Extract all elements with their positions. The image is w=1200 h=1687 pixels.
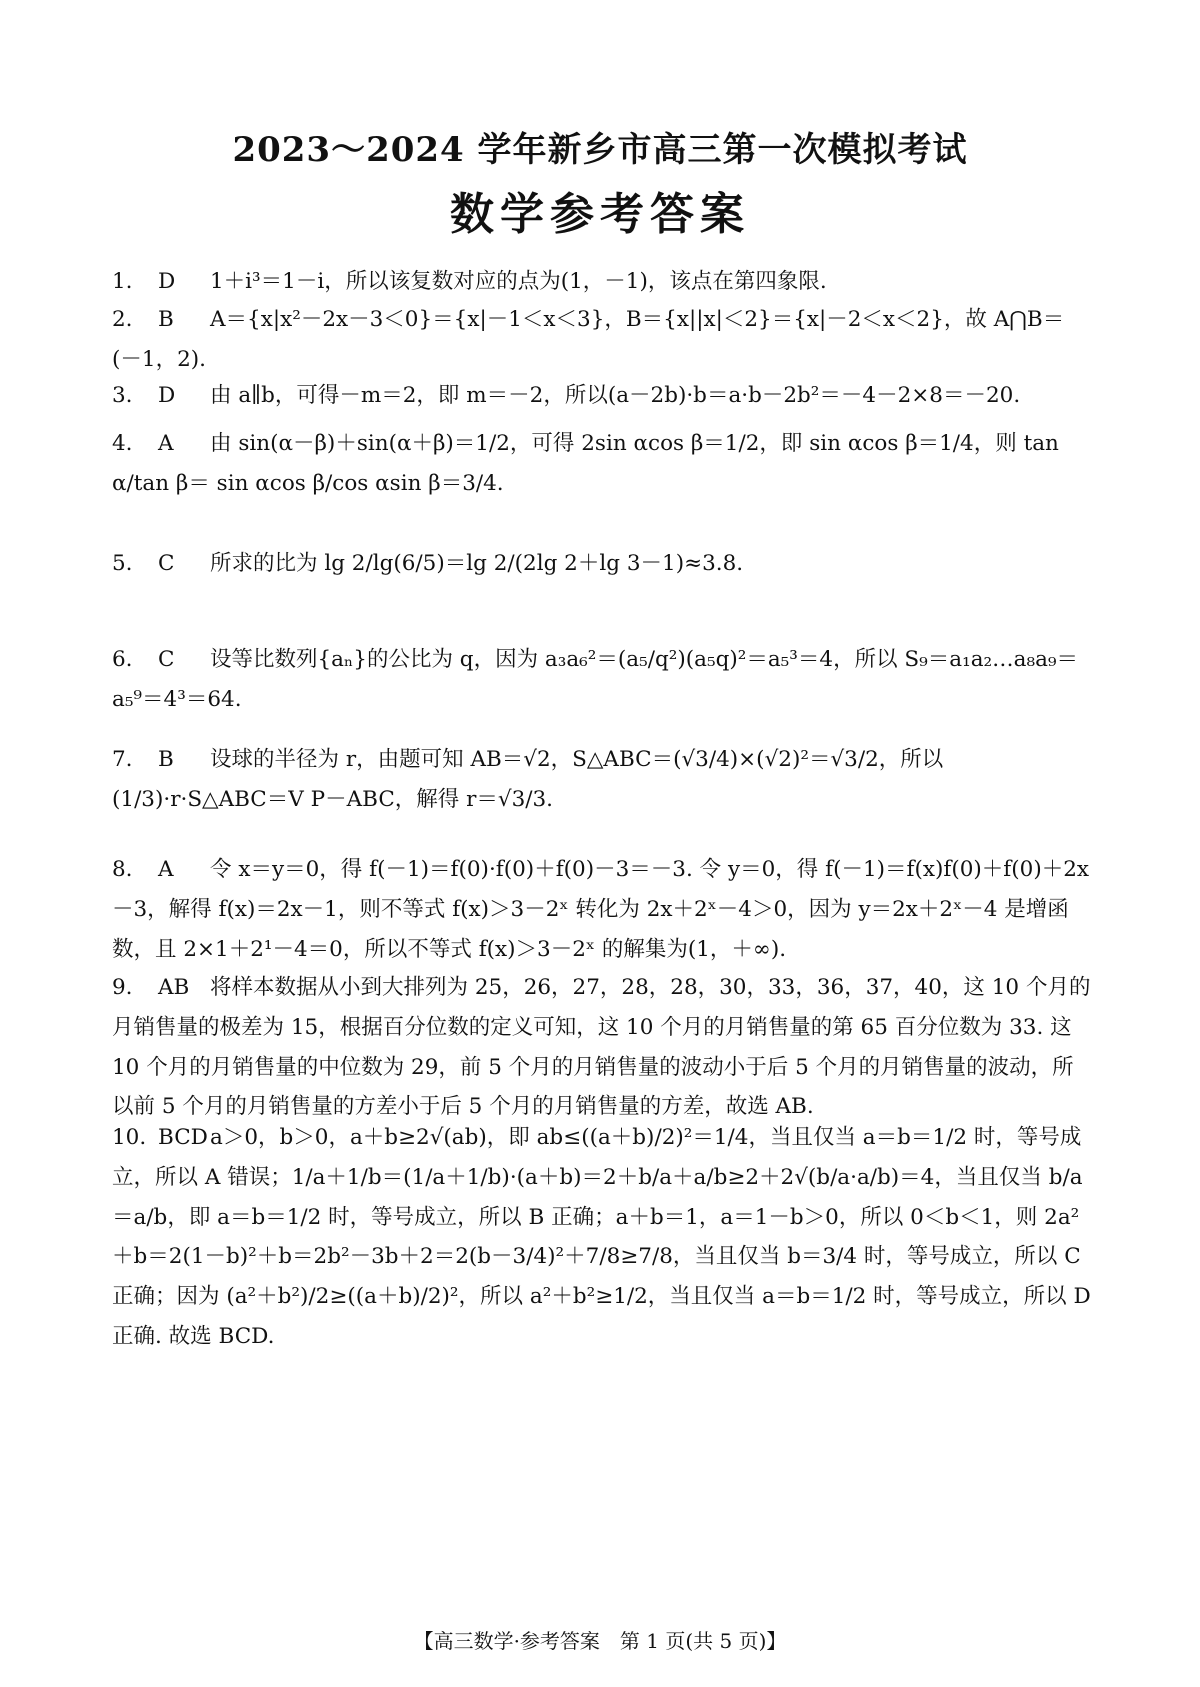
answer-item-7: 7. B 设球的半径为 r，由题可知 AB＝√2，S△ABC＝(√3/4)×(√2)²＝√3/2，所以 (1/3)·r·S△ABC＝V P－ABC，解得 r＝√3/3. — [112, 747, 944, 812]
answer-item-10: 10. BCDa＞0，b＞0，a＋b≥2√(ab)，即 ab≤((a＋b)/2)²＝1/4，当且仅当 a＝b＝1/2 时，等号成立，所以 A 错误；1/a＋1/b＝(1/a＋1/b)·(a＋b)＝2＋b/a＋a/b≥2＋2√(b/a·a/b)＝4，当且仅当 b/a＝a/b，即 a＝b＝1/2 时，等号成立，所以 B 正确；a＋b＝1，a＝1－b＞0，所以 0＜b＜1，则 2a²＋b＝2(1－b)²＋b＝2b²－3b＋2＝2(b－3/4)²＋7/8≥7/8，当且仅当 b＝3/4 时，等号成立，所以 C 正确；因为 (a²＋b²)/2≥((a＋b)/2)²，所以 a²＋b²≥1/2，当且仅当 a＝b＝1/2 时，等号成立，所以 D 正确. 故选 BCD. — [112, 1125, 1091, 1349]
answer-item-4: 4. A 由 sin(α－β)＋sin(α＋β)＝1/2，可得 2sin αcos β＝1/2，即 sin αcos β＝1/4，则 tan α/tan β＝ sin αcos β/cos αsin β＝3/4. — [112, 431, 1059, 496]
page-title: 数学参考答案 — [450, 189, 750, 240]
answer-item-5: 5. C 所求的比为 lg 2/lg(6/5)＝lg 2/(2lg 2＋lg 3－1)≈3.8. — [112, 551, 744, 576]
page-footer: 【高三数学·参考答案 第 1 页(共 5 页)】 — [413, 1629, 787, 1653]
answer-item-6: 6. C 设等比数列{aₙ}的公比为 q，因为 a₃a₆²＝(a₅/q²)(a₅q)²＝a₅³＝4，所以 S₉＝a₁a₂…a₈a₉＝a₅⁹＝4³＝64. — [112, 647, 1079, 712]
answer-item-2: 2. B A＝{x|x²－2x－3＜0}＝{x|－1＜x＜3}，B＝{x||x|＜2}＝{x|－2＜x＜2}，故 A⋂B＝(－1，2). — [112, 307, 1065, 372]
answer-item-1: 1. D 1＋i³＝1－i，所以该复数对应的点为(1，－1)，该点在第四象限. — [112, 269, 827, 294]
answer-item-8: 8. A 令 x＝y＝0，得 f(－1)＝f(0)·f(0)＋f(0)－3＝－3. 令 y＝0，得 f(－1)＝f(x)f(0)＋f(0)＋2x－3，解得 f(x)＝2x－1，则不等式 f(x)＞3－2ˣ 转化为 2x＋2ˣ－4＞0，因为 y＝2x＋2ˣ－4 是增函数，且 2×1＋2¹－4＝0，所以不等式 f(x)＞3－2ˣ 的解集为(1，＋∞). — [112, 857, 1090, 962]
answer-item-3: 3. D 由 a∥b，可得－m＝2，即 m＝－2，所以(a－2b)·b＝a·b－2b²＝－4－2×8＝－20. — [112, 383, 1021, 408]
answer-item-9: 9. AB 将样本数据从小到大排列为 25，26，27，28，28，30，33，36，37，40，这 10 个月的月销售量的极差为 15，根据百分位数的定义可知，这 10 个月的月销售量的第 65 百分位数为 33. 这 10 个月的月销售量的中位数为 29，前 5 个月的月销售量的波动小于后 5 个月的月销售量的波动，所以前 5 个月的月销售量的方差小于后 5 个月的月销售量的方差，故选 AB. — [112, 975, 1091, 1120]
exam-title: 2023～2024 学年新乡市高三第一次模拟考试 — [232, 130, 968, 170]
